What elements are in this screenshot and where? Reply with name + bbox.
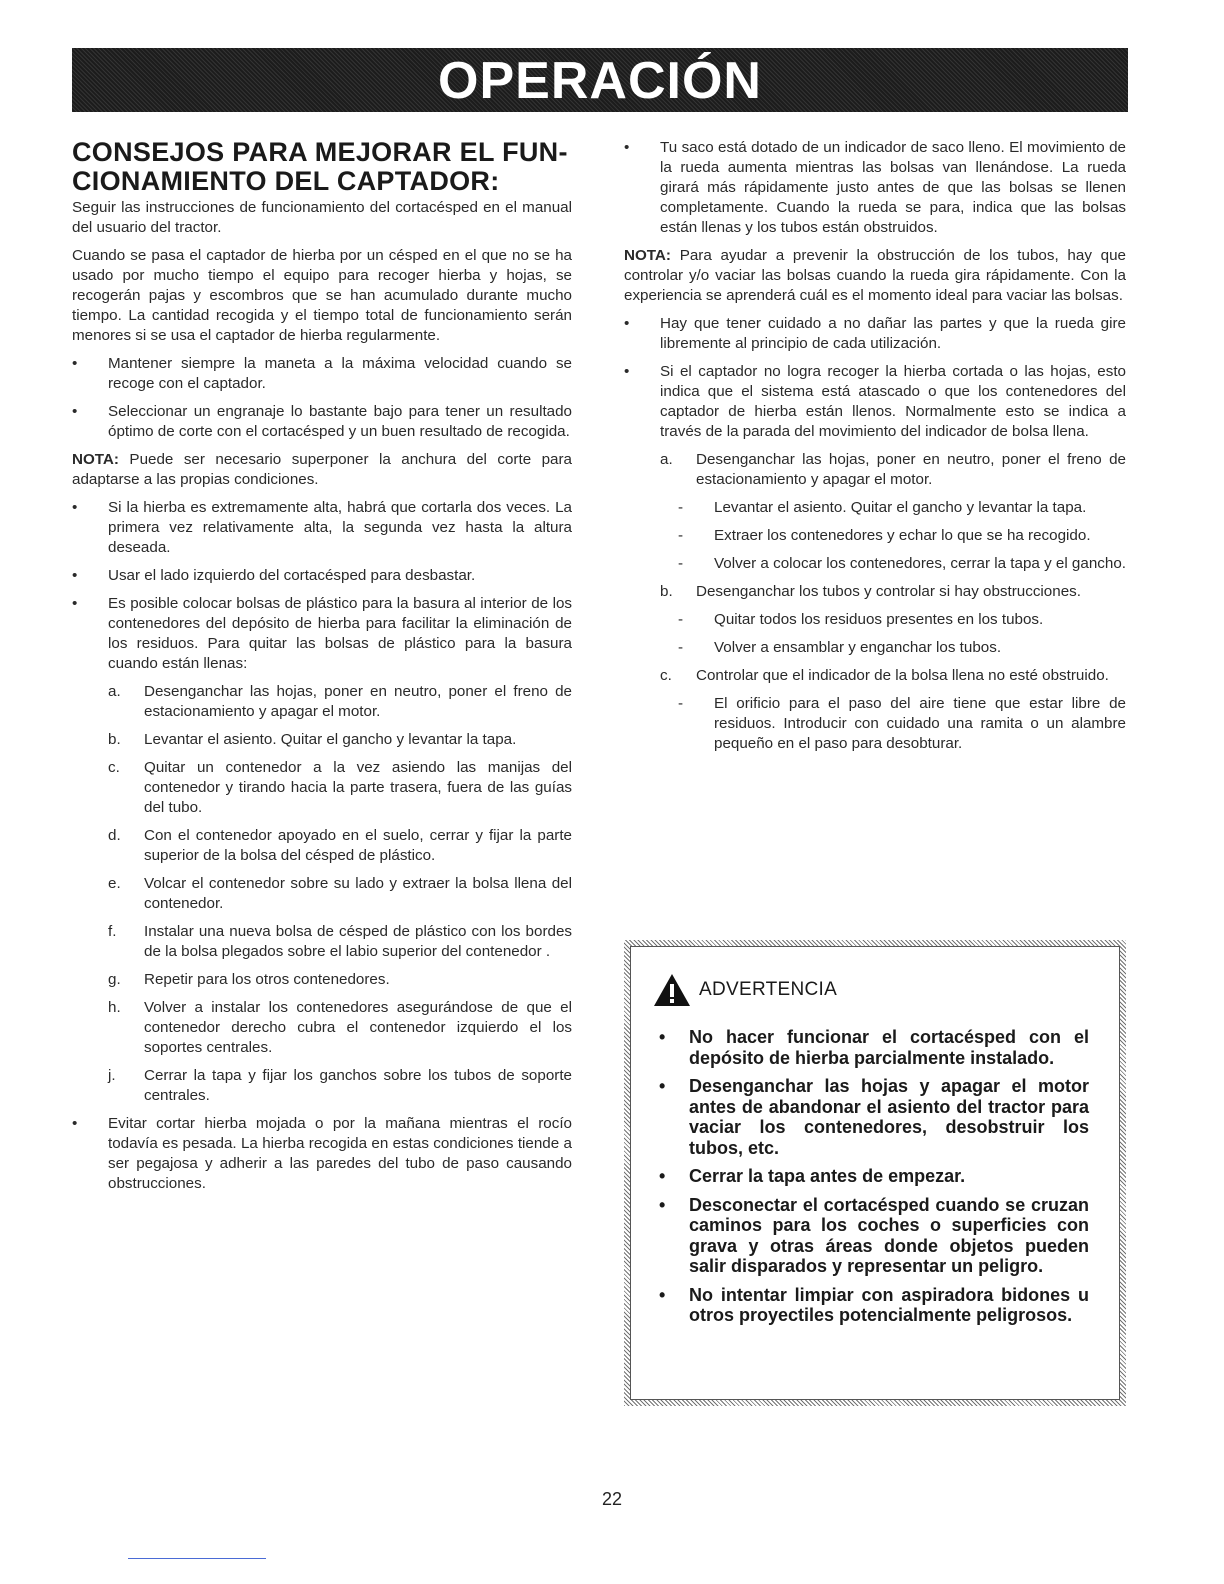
bullet-icon: • — [72, 355, 78, 372]
bullet-item: • Hay que tener cuidado a no dañar las partes y que la rueda gire libremente al principio de cada utilización. — [624, 315, 1126, 352]
bullet-icon: • — [659, 1027, 666, 1047]
bullet-icon: • — [659, 1194, 666, 1215]
step-item — [108, 970, 572, 990]
warning-item: • Desconectar el cortacésped cuando se cruzan caminos para los coches o superficies con grava y otras áreas donde objetos pueden salir disparados y representar un peligro. — [653, 1195, 1089, 1277]
step-letter: b. — [660, 583, 673, 600]
nota-label: NOTA: — [72, 451, 119, 468]
step-letter: e. — [108, 875, 121, 892]
bullet-item: • Si el captador no logra recoger la hierba cortada o las hojas, esto indica que el sistema está atascado o que los contenedores del captador de hierba están llenos. Normalmente esto se indica a través de la parada del movimiento del indicador de bolsa llena. — [624, 363, 1126, 440]
bullet-icon: • — [624, 139, 630, 156]
dash-icon: - — [678, 639, 684, 656]
step-letter: g. — [108, 971, 121, 988]
dash-icon: - — [678, 695, 684, 712]
step-text: Desenganchar los tubos y controlar si hay obstrucciones. — [696, 583, 1081, 600]
warning-item: • Cerrar la tapa antes de empezar. — [653, 1166, 1089, 1187]
bullet-icon: • — [72, 403, 78, 420]
left-column — [72, 138, 572, 1202]
bullet-icon: • — [659, 1166, 666, 1186]
step-item — [660, 450, 1126, 490]
bullet-icon: • — [72, 595, 78, 612]
bullet-icon: • — [659, 1284, 666, 1305]
step-text: Volcar el contenedor sobre su lado y extraer la bolsa llena del contenedor. — [144, 875, 572, 912]
section-heading — [72, 138, 572, 196]
warning-triangle-icon — [653, 973, 691, 1007]
page-number: 22 — [601, 1489, 623, 1509]
step-letter: d. — [108, 827, 121, 844]
step-text: Levantar el asiento. Quitar el gancho y levantar la tapa. — [144, 731, 517, 748]
step-letter: c. — [660, 667, 672, 684]
step-letter: c. — [108, 759, 120, 776]
warning-header — [653, 973, 1089, 1007]
bullet-item: • Tu saco está dotado de un indicador de saco lleno. El movimiento de la rueda aumenta mientras las bolsas van llenándose. La rueda girará más rápidamente justo antes de que las bolsas se llenen completamente. Cuando la rueda se para, indica que las bolsas están llenas y los tubos están obstruidos. — [624, 139, 1126, 236]
bullet-icon: • — [72, 499, 78, 516]
step-item — [108, 998, 572, 1058]
step-item — [108, 874, 572, 914]
dash-item: - Volver a ensamblar y enganchar los tubos. — [678, 639, 1002, 656]
step-letter: a. — [108, 683, 121, 700]
section-banner — [72, 48, 1128, 112]
bullet-item: • Seleccionar un engranaje lo bastante bajo para tener un resultado óptimo de corte con el cortacésped y un buen resultado de recogida. — [72, 403, 572, 440]
bullet-item: • Usar el lado izquierdo del cortacésped para desbastar. — [72, 567, 476, 584]
step-letter: b. — [108, 731, 121, 748]
step-text: Instalar una nueva bolsa de césped de plástico con los bordes de la bolsa plegados sobre el labio superior del contenedor . — [144, 923, 572, 960]
bullet-icon: • — [72, 567, 78, 584]
section-heading-line2: CIONAMIENTO DEL CAPTADOR: — [72, 166, 500, 196]
dash-item: - Levantar el asiento. Quitar el gancho y levantar la tapa. — [678, 499, 1087, 516]
warning-title: ADVERTENCIA — [699, 979, 838, 1000]
warning-item: • No hacer funcionar el cortacésped con el depósito de hierba parcialmente instalado. — [653, 1027, 1089, 1068]
bullet-icon: • — [659, 1076, 666, 1096]
intro-paragraph-1: Seguir las instrucciones de funcionamiento del cortacésped en el manual del usuario del tractor. — [72, 199, 572, 236]
nota-text: Para ayudar a prevenir la obstrucción de los tubos, hay que controlar y/o vaciar las bolsas cuando la rueda gira rápidamente. Con la experiencia se aprenderá cuál es el momento ideal para vaciar las bolsas. — [624, 247, 1126, 304]
dash-item: - El orificio para el paso del aire tiene que estar libre de residuos. Introducir con cuidado una ramita o un alambre pequeño en el paso para desobturar. — [678, 695, 1126, 752]
bullet-item: • Es posible colocar bolsas de plástico para la basura al interior de los contenedores del depósito de hierba para facilitar la eliminación de los residuos. Para quitar las bolsas de plástico para la basura cuando están llenas: — [72, 595, 572, 672]
step-text: Desenganchar las hojas, poner en neutro, poner el freno de estacionamiento y apagar el motor. — [696, 451, 1126, 488]
dash-icon: - — [678, 611, 684, 628]
step-item — [108, 1066, 572, 1106]
right-column — [624, 138, 1126, 762]
warning-box-inner — [630, 946, 1120, 1400]
step-item — [108, 922, 572, 962]
bullet-item: • Si la hierba es extremamente alta, habrá que cortarla dos veces. La primera vez relativamente alta, la segunda vez hasta la altura deseada. — [72, 499, 572, 556]
step-letter: h. — [108, 999, 121, 1016]
step-item — [108, 758, 572, 818]
section-heading-line1: CONSEJOS PARA MEJORAR EL FUN- — [72, 137, 568, 167]
bullet-icon: • — [624, 315, 630, 332]
step-item — [108, 826, 572, 866]
step-text: Desenganchar las hojas, poner en neutro, poner el freno de estacionamiento y apagar el motor. — [144, 683, 572, 720]
bullet-icon: • — [624, 363, 630, 380]
dash-item: - Volver a colocar los contenedores, cerrar la tapa y el gancho. — [678, 555, 1126, 572]
nota-paragraph — [72, 450, 572, 490]
step-item — [108, 682, 572, 722]
dash-icon: - — [678, 527, 684, 544]
intro-paragraph-2: Cuando se pasa el captador de hierba por un césped en el que no se ha usado por mucho tiempo el equipo para recoger hierba y hojas, se recogerán pajas y escombros que se han acumulado durante mucho tiempo. La cantidad recogida y el tiempo total de funcionamiento serán menores si se usa el captador de hierba regularmente. — [72, 247, 572, 344]
warning-item: • No intentar limpiar con aspiradora bidones u otros proyectiles potencialmente peligrosos. — [653, 1285, 1089, 1326]
nota-text: Puede ser necesario superponer la anchura del corte para adaptarse a las propias condiciones. — [72, 451, 572, 488]
step-text: Quitar un contenedor a la vez asiendo las manijas del contenedor y tirando hacia la parte trasera, fuera de las guías del tubo. — [144, 759, 572, 816]
footer-divider — [128, 1558, 266, 1559]
step-item — [660, 582, 1126, 602]
step-letter: f. — [108, 923, 117, 940]
step-text: Controlar que el indicador de la bolsa llena no esté obstruido. — [696, 667, 1109, 684]
dash-item: - Quitar todos los residuos presentes en los tubos. — [678, 611, 1044, 628]
step-text: Repetir para los otros contenedores. — [144, 971, 390, 988]
step-letter: j. — [108, 1067, 116, 1084]
nota-paragraph — [624, 246, 1126, 306]
nota-label: NOTA: — [624, 247, 671, 264]
step-letter: a. — [660, 451, 673, 468]
warning-box — [624, 940, 1126, 1406]
step-item — [660, 666, 1126, 686]
banner-title: OPERACIÓN — [438, 52, 762, 110]
step-text: Volver a instalar los contenedores asegurándose de que el contenedor derecho cubra el contenedor izquierdo el los soportes centrales. — [144, 999, 572, 1056]
step-text: Cerrar la tapa y fijar los ganchos sobre los tubos de soporte centrales. — [144, 1067, 572, 1104]
bullet-item: • Mantener siempre la maneta a la máxima velocidad cuando se recoge con el captador. — [72, 355, 572, 392]
dash-icon: - — [678, 499, 684, 516]
step-item — [108, 730, 572, 750]
warning-item: • Desenganchar las hojas y apagar el motor antes de abandonar el asiento del tractor para vaciar los contenedores, desobstruir los tubos, etc. — [653, 1076, 1089, 1158]
bullet-icon: • — [72, 1115, 78, 1132]
bullet-item: • Evitar cortar hierba mojada o por la mañana mientras el rocío todavía es pesada. La hierba recogida en estas condiciones tiende a ser pegajosa y adherir a las paredes del tubo de paso causando obstrucciones. — [72, 1115, 572, 1192]
step-text: Con el contenedor apoyado en el suelo, cerrar y fijar la parte superior de la bolsa del césped de plástico. — [144, 827, 572, 864]
dash-icon: - — [678, 555, 684, 572]
dash-item: - Extraer los contenedores y echar lo que se ha recogido. — [678, 527, 1091, 544]
